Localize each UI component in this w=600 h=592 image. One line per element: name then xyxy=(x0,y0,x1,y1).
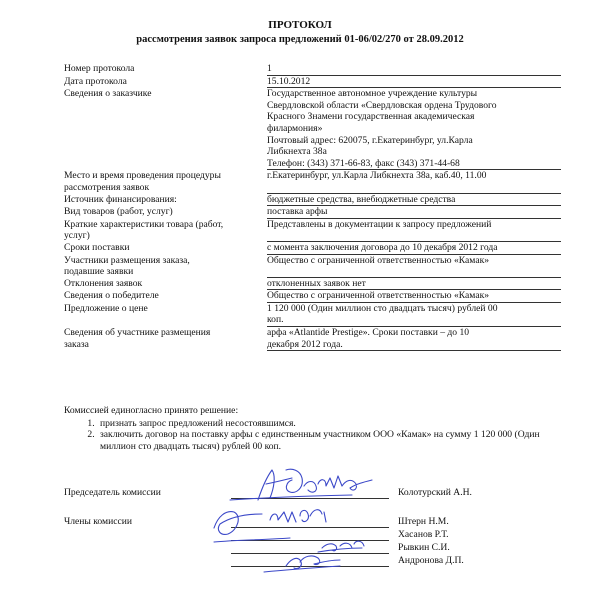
detail-row xyxy=(64,194,561,207)
member-signature-3 xyxy=(264,556,340,572)
document-title: ПРОТОКОЛ xyxy=(268,19,332,31)
detail-value xyxy=(267,327,561,351)
detail-label-line: Номер протокола xyxy=(64,63,135,74)
detail-label-line: Участники размещения заказа, xyxy=(64,254,190,266)
detail-value-line: Общество с ограниченной ответственностью «Камак» xyxy=(267,254,490,266)
decision-section xyxy=(64,405,561,452)
detail-label-line: Сроки поставки xyxy=(64,241,130,253)
detail-label xyxy=(64,303,267,327)
detail-label-line: подавшие заявки xyxy=(64,266,134,278)
protocol-details-table xyxy=(64,63,561,351)
member-signature-line xyxy=(231,540,389,541)
detail-value xyxy=(267,278,561,291)
decision-list xyxy=(64,418,561,453)
detail-label xyxy=(64,278,267,291)
detail-value xyxy=(267,76,561,89)
detail-row xyxy=(64,255,561,278)
detail-label-line: Место и время проведения процедуры xyxy=(64,170,221,182)
detail-row xyxy=(64,76,561,89)
detail-value-line: с момента заключения договора до 10 декабря 2012 года xyxy=(267,241,498,253)
detail-value-line: Почтовый адрес: 620075, г.Екатеринбург, ул.Карла xyxy=(267,134,473,146)
detail-value-line: Либкнехта 38а xyxy=(267,146,327,158)
detail-value-line: коп. xyxy=(267,314,284,326)
decision-item: 1. признать запрос предложений несостоявшимся. xyxy=(97,418,561,430)
detail-label xyxy=(64,255,267,278)
detail-value-line: Государственное автономное учреждение культуры xyxy=(267,88,478,100)
detail-row xyxy=(64,219,561,242)
detail-label xyxy=(64,290,267,303)
decision-intro: Комиссией единогласно принято решение: xyxy=(64,405,239,416)
detail-value xyxy=(267,206,561,219)
detail-label xyxy=(64,206,267,219)
detail-value-line: Свердловской области «Свердловская ордена Трудового xyxy=(267,99,497,111)
chair-label: Председатель комиссии xyxy=(64,487,161,498)
detail-value xyxy=(267,255,561,278)
detail-value xyxy=(267,219,561,242)
detail-label-line: Отклонения заявок xyxy=(64,277,143,289)
detail-label-line: Сведения о заказчике xyxy=(64,88,152,100)
decision-item: 2. заключить договор на поставку арфы с единственным участником ООО «Камак» на сумму 1 120 000 (Один миллион сто двадцать тысяч) рублей 00 коп. xyxy=(97,429,561,452)
detail-row xyxy=(64,170,561,193)
document-subtitle: рассмотрения заявок запроса предложений 01-06/02/270 от 28.09.2012 xyxy=(136,34,464,45)
detail-value-line: декабря 2012 года. xyxy=(267,338,343,350)
detail-row xyxy=(64,88,561,170)
detail-value-line: отклоненных заявок нет xyxy=(267,277,366,289)
detail-row xyxy=(64,63,561,76)
member-signature-line xyxy=(231,553,389,554)
detail-row xyxy=(64,206,561,219)
detail-value-line: Телефон: (343) 371-66-83, факс (343) 371-44-68 xyxy=(267,157,460,169)
detail-label-line: Сведения об участнике размещения xyxy=(64,327,211,339)
detail-label-line: Краткие характеристики товара (работ, xyxy=(64,218,224,230)
detail-value xyxy=(267,242,561,255)
detail-value-line: филармония» xyxy=(267,122,323,134)
detail-value xyxy=(267,194,561,207)
member-signature-1 xyxy=(214,510,326,542)
detail-value-line: поставка арфы xyxy=(267,206,328,218)
chair-signature-line xyxy=(231,498,389,499)
detail-value-line: Красного Знамени государственная академическая xyxy=(267,111,475,123)
detail-label xyxy=(64,219,267,242)
detail-value-line: Общество с ограниченной ответственностью «Камак» xyxy=(267,290,490,302)
detail-label-line: Вид товаров (работ, услуг) xyxy=(64,206,173,218)
detail-label-line: Источник финансирования: xyxy=(64,193,177,205)
detail-value-line: арфа «Atlantide Prestige». Сроки поставки – до 10 xyxy=(267,327,470,339)
detail-row xyxy=(64,303,561,327)
detail-label xyxy=(64,242,267,255)
detail-row xyxy=(64,290,561,303)
detail-label-line: Дата протокола xyxy=(64,75,127,87)
detail-value xyxy=(267,88,561,170)
detail-label xyxy=(64,170,267,193)
chair-name: Колотурский А.Н. xyxy=(398,487,472,498)
detail-label-line: заказа xyxy=(64,338,89,350)
detail-row xyxy=(64,278,561,291)
detail-label xyxy=(64,63,267,76)
detail-label xyxy=(64,327,267,351)
detail-value-line: Представлены в документации к запросу предложений xyxy=(267,218,492,230)
member-name: Андронова Д.П. xyxy=(398,555,464,566)
members-label: Члены комиссии xyxy=(64,516,133,527)
detail-value-line: г.Екатеринбург, ул.Карла Либкнехта 38а, каб.40, 11.00 xyxy=(267,170,487,182)
detail-value-line: 15.10.2012 xyxy=(267,75,311,87)
member-signature-line xyxy=(231,566,389,567)
detail-value xyxy=(267,170,561,193)
member-name: Штерн Н.М. xyxy=(398,516,449,527)
detail-label-line: рассмотрения заявок xyxy=(64,181,150,193)
member-name: Хасанов Р.Т. xyxy=(398,529,449,540)
member-signature-line xyxy=(231,527,389,528)
detail-value xyxy=(267,63,561,76)
detail-label xyxy=(64,76,267,89)
detail-row xyxy=(64,327,561,351)
member-name: Рывкин С.И. xyxy=(398,542,450,553)
detail-value xyxy=(267,303,561,327)
detail-label xyxy=(64,88,267,170)
detail-label-line: услуг) xyxy=(64,230,90,242)
detail-value xyxy=(267,290,561,303)
detail-value-line: 1 120 000 (Один миллион сто двадцать тысяч) рублей 00 xyxy=(267,302,498,314)
detail-label xyxy=(64,194,267,207)
detail-value-line: бюджетные средства, внебюджетные средства xyxy=(267,193,456,205)
detail-label-line: Сведения о победителе xyxy=(64,290,159,302)
detail-label-line: Предложение о цене xyxy=(64,302,148,314)
detail-value-line: 1 xyxy=(267,63,272,74)
detail-row xyxy=(64,242,561,255)
chair-signature xyxy=(230,469,372,500)
member-signature-2 xyxy=(318,541,364,552)
